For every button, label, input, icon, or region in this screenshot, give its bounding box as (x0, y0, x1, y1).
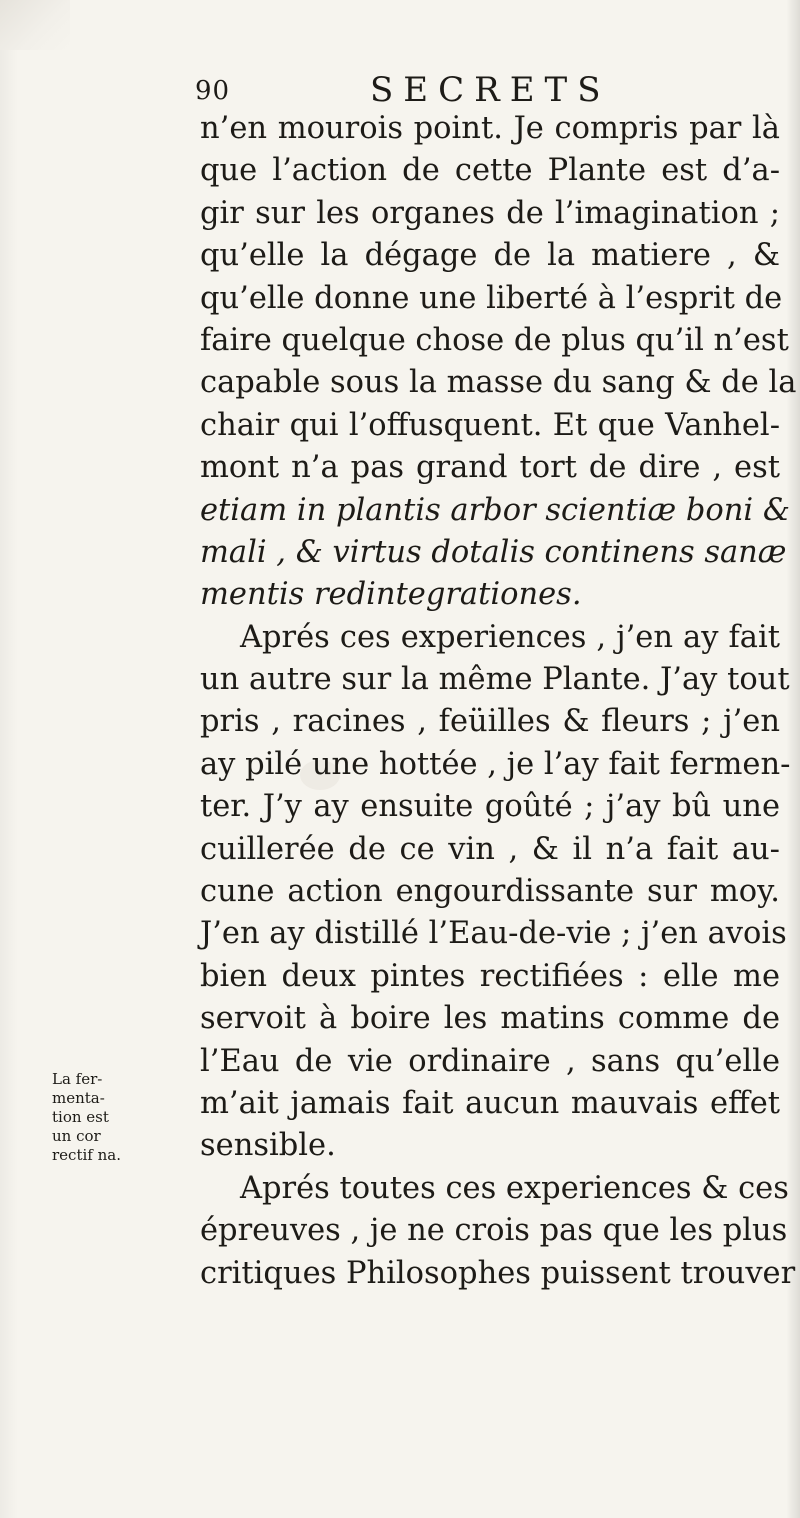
text-line: n’en mourois point. Je compris par là (200, 111, 780, 146)
margin-note-line: un cor (52, 1127, 101, 1145)
margin-note-line: tion est (52, 1108, 109, 1126)
latin-quote-line: etiam in plantis arbor scientiæ boni & (200, 492, 791, 528)
text-line: ter. J’y ay ensuite goûté ; j’ay bû une (200, 789, 780, 825)
text-line: mont n’a pas grand tort de dire , est (200, 450, 780, 486)
latin-quote-line: mali , & virtus dotalis continens sanæ (200, 534, 787, 570)
text-line: un autre sur la même Plante. J’ay tout (200, 662, 790, 698)
text-line: gir sur les organes de l’imagination ; (200, 195, 780, 231)
latin-quote-line: mentis redintegrationes. (200, 577, 582, 613)
text-line: que l’action de cette Plante est d’a- (200, 153, 780, 189)
text-line: cuillerée de ce vin , & il n’a fait au- (200, 831, 780, 867)
running-head-title: SECRETS (370, 70, 611, 110)
text-line: qu’elle donne une liberté à l’esprit de (200, 280, 783, 316)
text-line: critiques Philosophes puissent trouver (200, 1255, 796, 1291)
margin-note-line: La fer- (52, 1070, 103, 1088)
text-line: servoit à boire les matins comme de (200, 1001, 780, 1037)
running-head (195, 70, 775, 110)
text-line: faire quelque chose de plus qu’il n’est (200, 322, 789, 358)
text-line: bien deux pintes rectifiées : elle me (200, 958, 780, 994)
page-corner-shadow (0, 0, 70, 50)
text-line: ay pilé une hottée , je l’ay fait fermen- (200, 746, 791, 782)
text-line: J’en ay distillé l’Eau-de-vie ; j’en avois (200, 916, 787, 952)
margin-note-line: menta- (52, 1089, 105, 1107)
paragraph-first-line: Aprés toutes ces experiences & ces (240, 1170, 789, 1206)
paragraph-first-line: Aprés ces experiences , j’en ay fait (240, 619, 780, 655)
text-line: épreuves , je ne crois pas que les plus (200, 1213, 788, 1249)
text-line: l’Eau de vie ordinaire , sans qu’elle (200, 1043, 780, 1079)
text-line: chair qui l’offusquent. Et que Vanhel- (200, 407, 780, 443)
text-line: qu’elle la dégage de la matiere , & (200, 238, 780, 274)
text-line: capable sous la masse du sang & de la (200, 365, 797, 401)
margin-note (52, 1070, 152, 1165)
text-line: pris , racines , feüilles & fleurs ; j’en (200, 704, 780, 740)
text-line: sensible. (200, 1128, 336, 1164)
text-line: cune action engourdissante sur moy. (200, 874, 780, 910)
margin-note-line: rectif na. (52, 1146, 121, 1164)
text-line: m’ait jamais fait aucun mauvais effet (200, 1085, 780, 1121)
body-text (200, 108, 797, 1295)
page-number: 90 (195, 76, 231, 106)
